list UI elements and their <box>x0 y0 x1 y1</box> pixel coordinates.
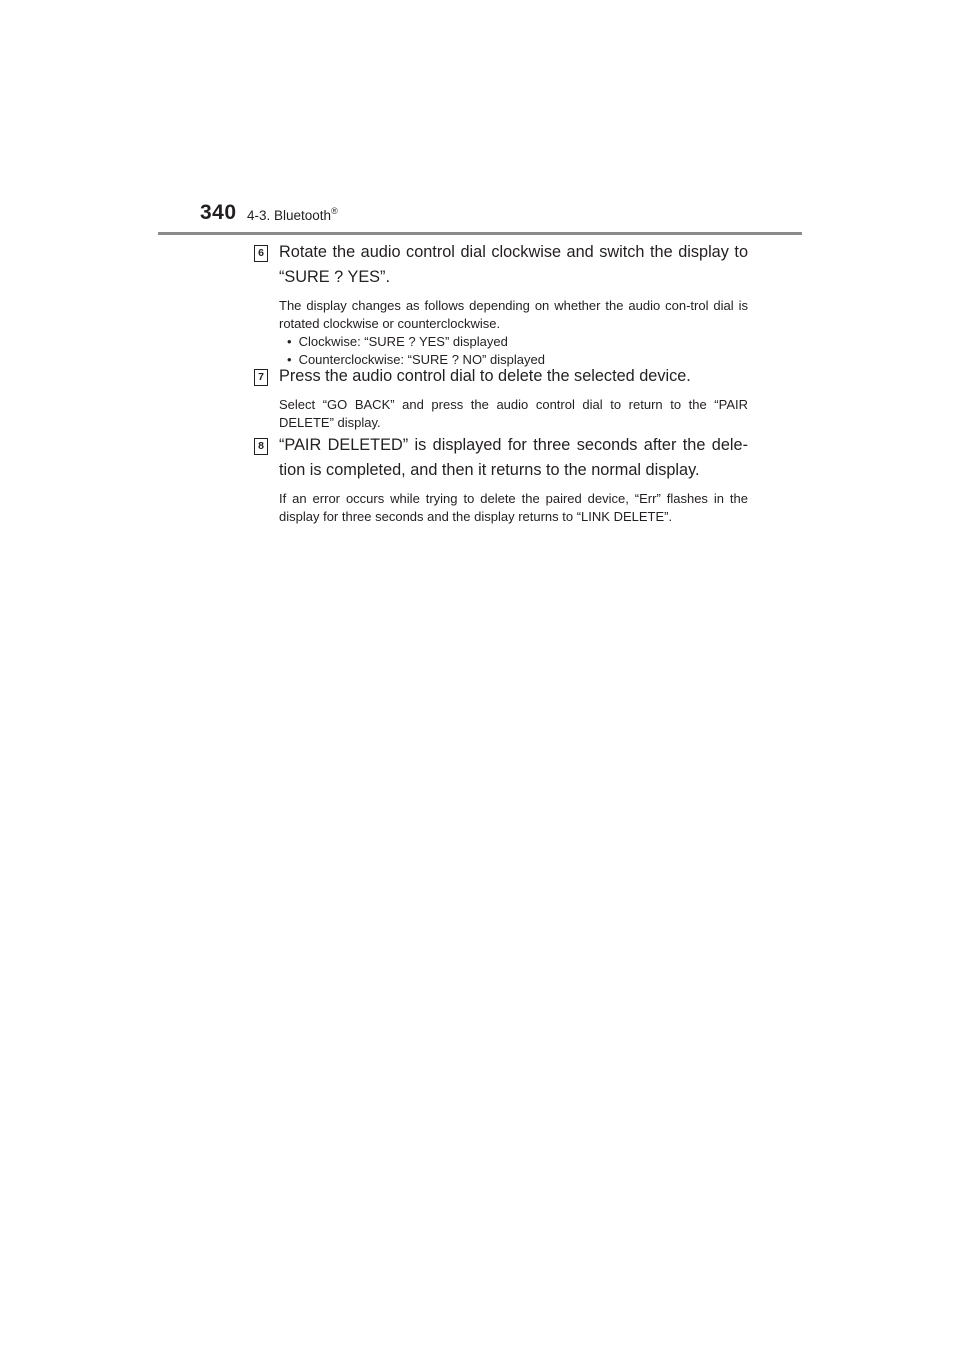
step-note <box>279 297 748 369</box>
step-6 <box>254 240 748 369</box>
bullet-item: • Counterclockwise: “SURE ? NO” displayed <box>287 351 748 369</box>
section-title-text: 4-3. Bluetooth <box>247 208 332 223</box>
page-header <box>0 0 960 240</box>
step-note: Select “GO BACK” and press the audio control dial to return to the “PAIR DELETE” display. <box>279 397 748 430</box>
step-instruction: Press the audio control dial to delete the selected device. <box>279 367 691 385</box>
step-number-badge: 6 <box>254 245 268 262</box>
step-note: If an error occurs while trying to delete the paired device, “Err” flashes in the display for three seconds and the display returns to “LINK DELETE”. <box>279 491 748 524</box>
bullet-item: • Clockwise: “SURE ? YES” displayed <box>287 333 748 351</box>
step-8 <box>254 433 748 526</box>
page-number: 340 <box>200 201 237 224</box>
section-title <box>247 206 338 223</box>
step-7 <box>254 364 748 432</box>
step-note-text: The display changes as follows depending on whether the audio con-trol dial is rotated clockwise or counterclockwise. <box>279 298 748 331</box>
step-instruction: Rotate the audio control dial clockwise and switch the display to “SURE ? YES”. <box>279 243 748 286</box>
step-number-badge: 7 <box>254 369 268 386</box>
step-number-badge: 8 <box>254 438 268 455</box>
registered-mark: ® <box>331 206 338 216</box>
step-instruction: “PAIR DELETED” is displayed for three seconds after the dele-tion is completed, and then it returns to the normal display. <box>279 436 748 479</box>
header-divider <box>158 232 802 235</box>
